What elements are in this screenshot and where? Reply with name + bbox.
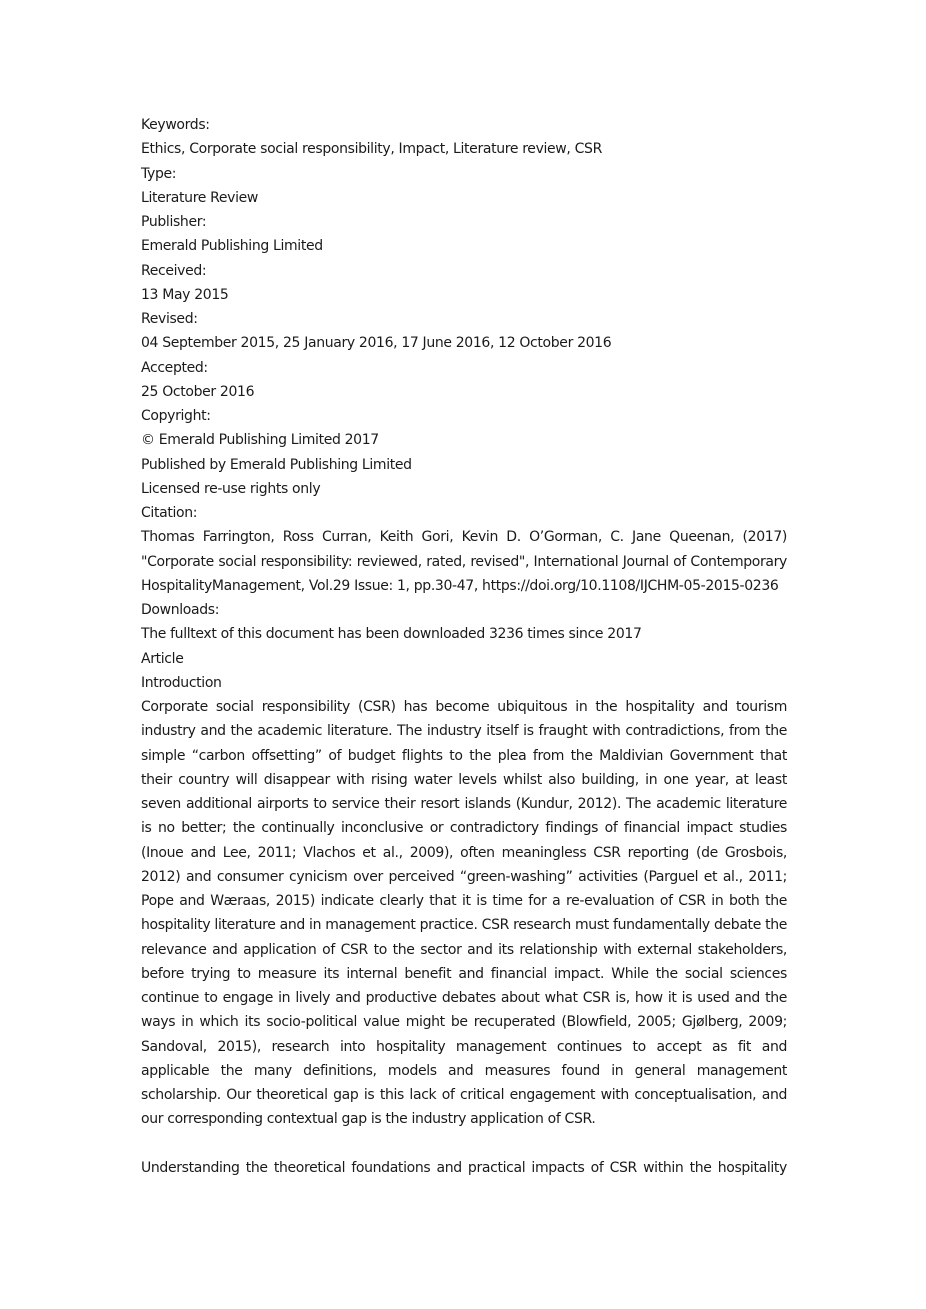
document-page	[141, 113, 787, 1180]
article-label: Article	[141, 650, 184, 667]
keywords-value: Ethics, Corporate social responsibility, Impact, Literature review, CSR	[141, 141, 602, 158]
accepted-value: 25 October 2016	[141, 383, 255, 400]
keywords-label: Keywords:	[141, 117, 210, 133]
received-label: Received:	[141, 262, 207, 279]
body-paragraph-2: Understanding the theoretical foundations and practical impacts of CSR within the hospitality	[141, 1159, 787, 1176]
publisher-label: Publisher:	[141, 214, 207, 230]
copyright-line-2: Published by Emerald Publishing Limited	[141, 456, 412, 473]
type-label: Type:	[141, 165, 177, 182]
received-value: 13 May 2015	[141, 286, 229, 303]
downloads-label: Downloads:	[141, 602, 220, 618]
accepted-label: Accepted:	[141, 359, 208, 376]
body-paragraph-1: Corporate social responsibility (CSR) has become ubiquitous in the hospitality and tourism industry and the academic literature. The industry itself is fraught with contradictions, from the simple “carbon offsetting” of budget flights to the plea from the Maldivian Government that their country will disappear with rising water levels whilst also building, in one year, at least seven additional airports to service their resort islands (Kundur, 2012). The academic literature is no better; the continually inconclusive or contradictory findings of financial impact studies (Inoue and Lee, 2011; Vlachos et al., 2009), often meaningless CSR reporting (de Grosbois, 2012) and consumer cynicism over perceived “green-washing” activities (Parguel et al., 2011; Pope and Wæraas, 2015) indicate clearly that it is time for a re-evaluation of CSR in both the hospitality literature and in management practice. CSR research must fundamentally debate the relevance and application of CSR to the sector and its relationship with external stakeholders, before trying to measure its internal benefit and financial impact. While the social sciences continue to engage in lively and productive debates about what CSR is, how it is used and the ways in which its socio-political value might be recuperated (Blowfield, 2005; Gjølberg, 2009; Sandoval, 2015), research into hospitality management continues to accept as fit and applicable the many definitions, models and measures found in general management scholarship. Our theoretical gap is this lack of critical engagement with conceptualisation, and our corresponding contextual gap is the industry application of CSR.	[141, 699, 787, 1128]
downloads-value: The fulltext of this document has been downloaded 3236 times since 2017	[141, 626, 642, 643]
section-title: Introduction	[141, 674, 222, 691]
copyright-label: Copyright:	[141, 408, 211, 424]
copyright-line-3: Licensed re-use rights only	[141, 480, 321, 497]
revised-value: 04 September 2015, 25 January 2016, 17 June 2016, 12 October 2016	[141, 335, 612, 352]
citation-value: Thomas Farrington, Ross Curran, Keith Gori, Kevin D. O’Gorman, C. Jane Queenan, (2017) "Corporate social responsibility: reviewed, rated, revised", International Journal of Contemporary HospitalityManagement, Vol.29 Issue: 1, pp.30-47, https://doi.org/10.1108/IJCHM-05-2015-0236	[141, 529, 787, 594]
paragraph-spacer	[141, 1132, 787, 1156]
revised-label: Revised:	[141, 311, 198, 327]
copyright-line-1: © Emerald Publishing Limited 2017	[141, 432, 379, 449]
citation-label: Citation:	[141, 505, 198, 521]
type-value: Literature Review	[141, 189, 259, 206]
publisher-value: Emerald Publishing Limited	[141, 238, 323, 255]
